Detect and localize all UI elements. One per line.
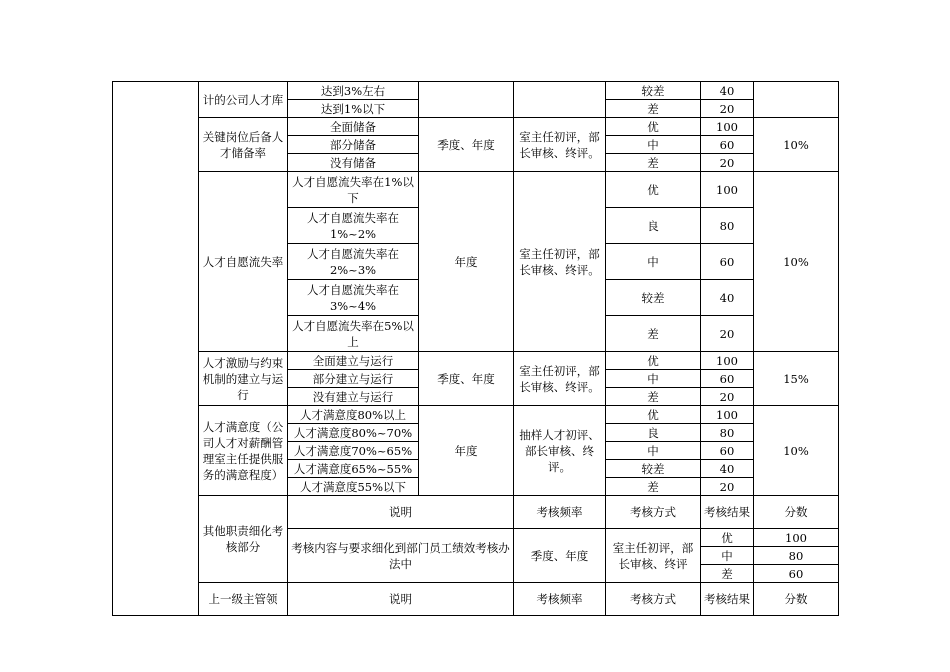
- result-cell: 优: [701, 529, 754, 547]
- weight-cell: [754, 82, 839, 118]
- result-cell: 良: [606, 424, 701, 442]
- result-cell: 差: [606, 316, 701, 352]
- result-cell: 差: [606, 388, 701, 406]
- score-cell: 60: [701, 370, 754, 388]
- score-cell: 20: [701, 316, 754, 352]
- result-cell: 良: [606, 208, 701, 244]
- weight-cell: 10%: [754, 406, 839, 496]
- weight-cell: 15%: [754, 352, 839, 406]
- weight-cell: 10%: [754, 118, 839, 172]
- table-row: [113, 406, 839, 424]
- result-cell: 优: [606, 406, 701, 424]
- table-row: [113, 82, 839, 100]
- result-cell: 较差: [606, 82, 701, 100]
- header-score: 分数: [754, 583, 839, 616]
- standard-cell: 达到3%左右: [288, 82, 419, 100]
- score-cell: 60: [701, 136, 754, 154]
- score-cell: 60: [701, 244, 754, 280]
- result-cell: 中: [606, 442, 701, 460]
- result-cell: 中: [701, 547, 754, 565]
- score-cell: 100: [701, 172, 754, 208]
- score-cell: 80: [701, 208, 754, 244]
- standard-cell: 没有储备: [288, 154, 419, 172]
- method-cell: 室主任初评，部长审核、终评。: [514, 172, 606, 352]
- score-cell: 100: [701, 118, 754, 136]
- frequency-cell: 年度: [419, 172, 514, 352]
- standard-cell: 人才自愿流失率在1%~2%: [288, 208, 419, 244]
- standard-cell: 人才满意度65%~55%: [288, 460, 419, 478]
- frequency-cell: [419, 82, 514, 118]
- header-row: [113, 496, 839, 529]
- assessment-table: [112, 81, 839, 616]
- other-content: 考核内容与要求细化到部门员工绩效考核办法中: [288, 529, 514, 583]
- indicator-name: 人才激励与约束机制的建立与运行: [199, 352, 288, 406]
- standard-cell: 没有建立与运行: [288, 388, 419, 406]
- score-cell: 40: [701, 280, 754, 316]
- score-cell: 40: [701, 460, 754, 478]
- frequency-cell: 季度、年度: [419, 118, 514, 172]
- standard-cell: 人才自愿流失率在2%~3%: [288, 244, 419, 280]
- section-cell-superior: 上一级主管领: [199, 583, 288, 616]
- score-cell: 20: [701, 388, 754, 406]
- header-description: 说明: [288, 496, 514, 529]
- header-frequency: 考核频率: [514, 583, 606, 616]
- header-method: 考核方式: [606, 496, 701, 529]
- score-cell: 20: [701, 478, 754, 496]
- standard-cell: 达到1%以下: [288, 100, 419, 118]
- score-cell: 20: [701, 154, 754, 172]
- result-cell: 差: [606, 100, 701, 118]
- standard-cell: 全面储备: [288, 118, 419, 136]
- header-row: [113, 583, 839, 616]
- standard-cell: 人才满意度55%以下: [288, 478, 419, 496]
- standard-cell: 人才满意度70%~65%: [288, 442, 419, 460]
- indicator-name: 计的公司人才库: [199, 82, 288, 118]
- method-cell: 抽样人才初评、部长审核、终评。: [514, 406, 606, 496]
- indicator-name: 关键岗位后备人才储备率: [199, 118, 288, 172]
- header-result: 考核结果: [701, 496, 754, 529]
- frequency-cell: 季度、年度: [514, 529, 606, 583]
- result-cell: 优: [606, 118, 701, 136]
- standard-cell: 部分建立与运行: [288, 370, 419, 388]
- method-cell: [514, 82, 606, 118]
- result-cell: 差: [701, 565, 754, 583]
- standard-cell: 部分储备: [288, 136, 419, 154]
- score-cell: 60: [754, 565, 839, 583]
- method-cell: 室主任初评，部长审核、终评: [606, 529, 701, 583]
- result-cell: 优: [606, 352, 701, 370]
- table-row: [113, 118, 839, 136]
- header-method: 考核方式: [606, 583, 701, 616]
- score-cell: 20: [701, 100, 754, 118]
- table-row: [113, 352, 839, 370]
- header-result: 考核结果: [701, 583, 754, 616]
- weight-cell: 10%: [754, 172, 839, 352]
- result-cell: 优: [606, 172, 701, 208]
- result-cell: 中: [606, 136, 701, 154]
- result-cell: 较差: [606, 460, 701, 478]
- header-description: 说明: [288, 583, 514, 616]
- standard-cell: 人才自愿流失率在3%~4%: [288, 280, 419, 316]
- standard-cell: 全面建立与运行: [288, 352, 419, 370]
- score-cell: 100: [754, 529, 839, 547]
- standard-cell: 人才自愿流失率在5%以上: [288, 316, 419, 352]
- result-cell: 较差: [606, 280, 701, 316]
- standard-cell: 人才满意度80%~70%: [288, 424, 419, 442]
- score-cell: 80: [754, 547, 839, 565]
- header-frequency: 考核频率: [514, 496, 606, 529]
- score-cell: 100: [701, 406, 754, 424]
- section-cell-blank: [113, 82, 199, 616]
- section-cell-other: 其他职责细化考核部分: [199, 496, 288, 583]
- result-cell: 中: [606, 244, 701, 280]
- result-cell: 中: [606, 370, 701, 388]
- result-cell: 差: [606, 478, 701, 496]
- frequency-cell: 年度: [419, 406, 514, 496]
- table-row: [113, 172, 839, 208]
- standard-cell: 人才满意度80%以上: [288, 406, 419, 424]
- score-cell: 80: [701, 424, 754, 442]
- score-cell: 100: [701, 352, 754, 370]
- score-cell: 60: [701, 442, 754, 460]
- method-cell: 室主任初评，部长审核、终评。: [514, 118, 606, 172]
- header-score: 分数: [754, 496, 839, 529]
- standard-cell: 人才自愿流失率在1%以下: [288, 172, 419, 208]
- result-cell: 差: [606, 154, 701, 172]
- score-cell: 40: [701, 82, 754, 100]
- indicator-name: 人才自愿流失率: [199, 172, 288, 352]
- indicator-name: 人才满意度（公司人才对薪酬管理室主任提供服务的满意程度）: [199, 406, 288, 496]
- frequency-cell: 季度、年度: [419, 352, 514, 406]
- method-cell: 室主任初评，部长审核、终评。: [514, 352, 606, 406]
